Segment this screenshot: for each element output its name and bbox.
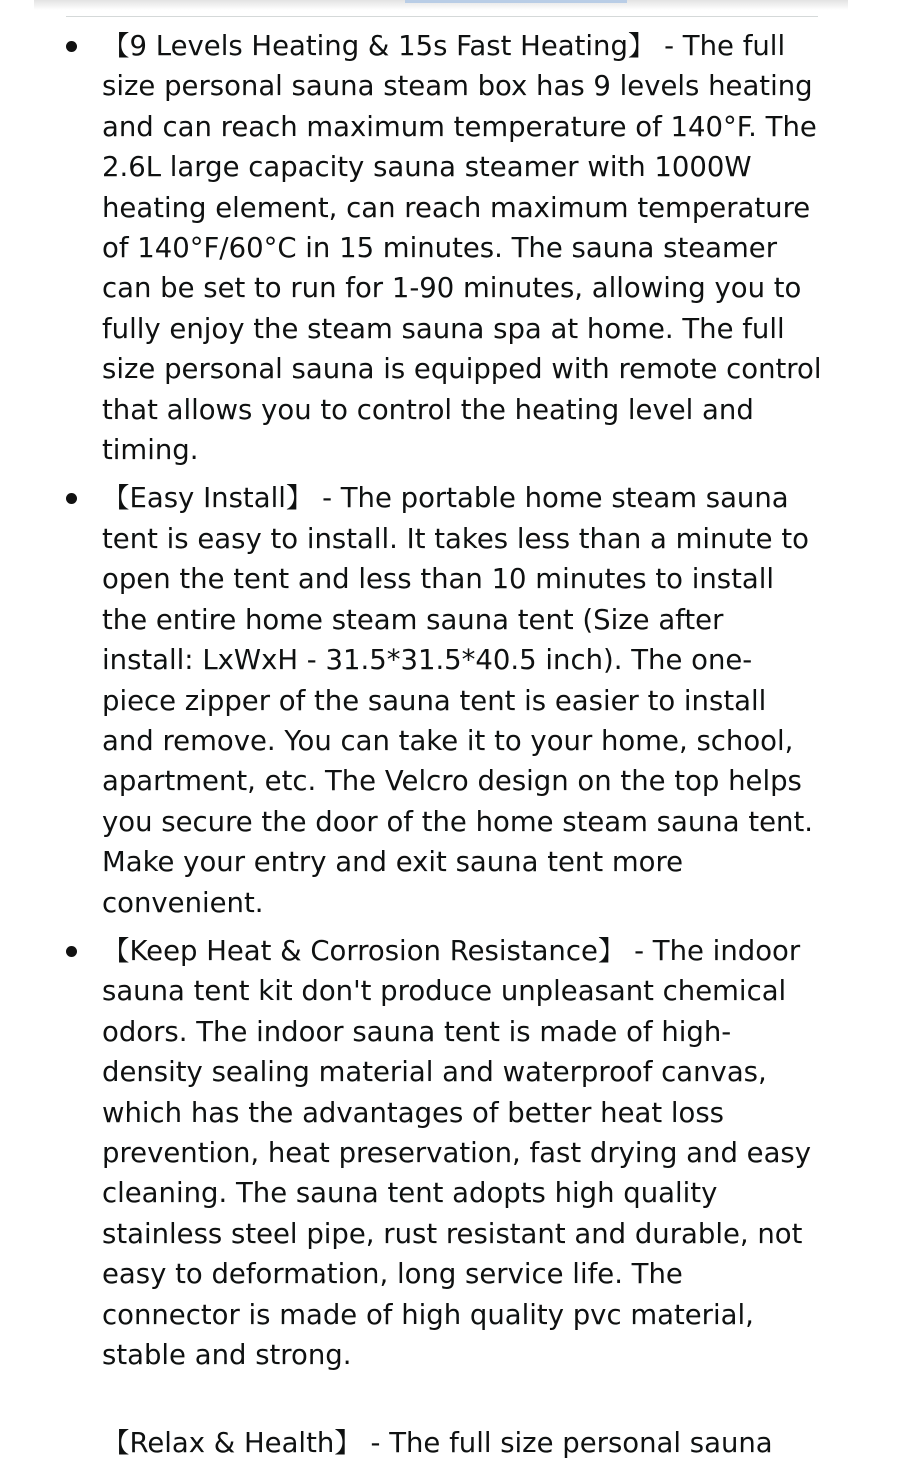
bullet-icon bbox=[66, 493, 77, 504]
feature-bullet-list bbox=[0, 26, 923, 1383]
feature-text-cutoff: 【Relax & Health】 - The full size personal sauna bbox=[102, 1427, 773, 1459]
bullet-icon bbox=[66, 41, 77, 52]
feature-text: 【9 Levels Heating & 15s Fast Heating】 - The full size personal sauna steam box has 9 levels heating and can reach maximum temperature of 140°F. The 2.6L large capacity sauna steamer with 1000W heating element, can reach maximum temperature of 140°F/60°C in 15 minutes. The sauna steamer can be set to run for 1-90 minutes, allowing you to fully enjoy the steam sauna spa at home. The full size personal sauna is equipped with remote control that allows you to control the heating level and timing. bbox=[102, 30, 822, 467]
feature-item-install bbox=[0, 478, 923, 922]
feature-item-heat-corrosion bbox=[0, 931, 923, 1375]
feature-item-heating bbox=[0, 26, 923, 470]
feature-text: 【Keep Heat & Corrosion Resistance】 - The indoor sauna tent kit don't produce unpleasant chemical odors. The indoor sauna tent is made of high-density sealing material and waterproof canvas, which has the advantages of better heat loss prevention, heat preservation, fast drying and easy cleaning. The sauna tent adopts high quality stainless steel pipe, rust resistant and durable, not easy to deformation, long service life. The connector is made of high quality pvc material, stable and strong. bbox=[102, 934, 812, 1371]
feature-text: 【Easy Install】 - The portable home steam sauna tent is easy to install. It takes less than a minute to open the tent and less than 10 minutes to install the entire home steam sauna tent (Size after install: LxWxH - 31.5*31.5*40.5 inch). The one-piece zipper of the sauna tent is easier to install and remove. You can take it to your home, school, apartment, etc. The Velcro design on the top helps you secure the door of the home steam sauna tent. Make your entry and exit sauna tent more convenient. bbox=[102, 482, 813, 919]
section-divider bbox=[66, 16, 818, 17]
bullet-icon bbox=[66, 946, 77, 957]
tab-indicator bbox=[405, 0, 627, 3]
